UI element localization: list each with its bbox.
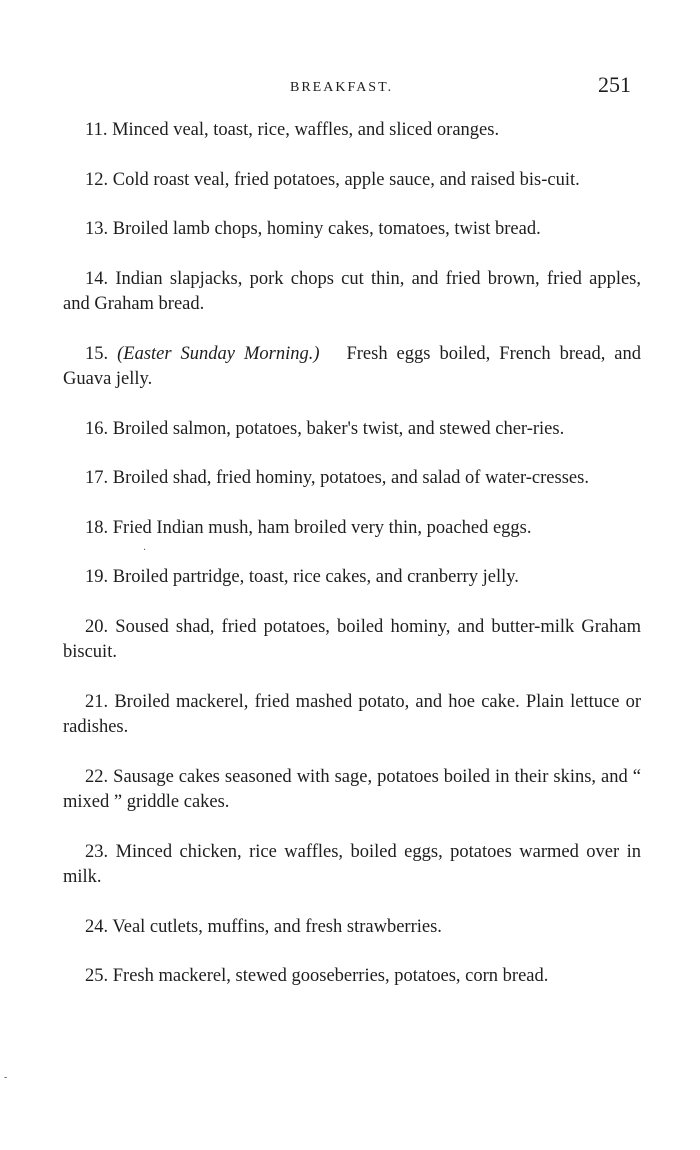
menu-item-occasion: (Easter Sunday Morning.) xyxy=(117,343,320,364)
menu-item-number: 13. xyxy=(85,219,109,239)
menu-item-text: Broiled partridge, toast, rice cakes, and cranberry jelly. xyxy=(112,567,519,587)
menu-item xyxy=(63,118,641,144)
menu-item xyxy=(63,615,641,666)
menu-item xyxy=(63,342,641,393)
menu-item xyxy=(63,915,641,941)
menu-item xyxy=(63,466,641,492)
menu-item-number: 25. xyxy=(85,966,109,986)
menu-item-number: 20. xyxy=(85,616,109,637)
menu-item xyxy=(63,964,641,990)
menu-item-number: 17. xyxy=(85,468,109,488)
menu-item xyxy=(63,168,641,194)
menu-item-number: 23. xyxy=(85,841,109,862)
menu-item-number: 24. xyxy=(85,916,109,937)
menu-item-number: 16. xyxy=(85,418,109,439)
breakfast-menu-list xyxy=(63,118,641,990)
menu-item xyxy=(63,840,641,891)
menu-item xyxy=(63,565,641,591)
menu-item xyxy=(63,217,641,243)
menu-item-text: Broiled lamb chops, hominy cakes, tomatoes, twist bread. xyxy=(112,219,541,239)
menu-item-text: Sausage cakes seasoned with sage, potatoes boiled in their skins, and “ mixed ” griddle cakes. xyxy=(63,766,642,812)
menu-item-text: Broiled salmon, potatoes, baker's twist, and stewed cher-ries. xyxy=(112,418,565,439)
menu-item xyxy=(63,516,641,542)
ink-speck: ‧ xyxy=(143,545,147,556)
menu-item-text: Indian slapjacks, pork chops cut thin, and fried brown, fried apples, and Graham bread. xyxy=(63,268,641,314)
running-title: BREAKFAST. xyxy=(290,80,394,95)
menu-item-number: 19. xyxy=(85,567,109,587)
ink-speck: ‐ xyxy=(4,1072,8,1083)
menu-item-text: Minced chicken, rice waffles, boiled eggs, potatoes warmed over in milk. xyxy=(63,841,642,887)
running-head xyxy=(0,72,700,104)
menu-item-number: 21. xyxy=(85,691,109,712)
page-number: 251 xyxy=(598,72,631,97)
menu-item xyxy=(63,690,641,741)
menu-item-number: 14. xyxy=(85,268,109,289)
menu-item-number: 22. xyxy=(85,766,109,787)
menu-item-text: Minced veal, toast, rice, waffles, and sliced oranges. xyxy=(112,120,500,140)
menu-item xyxy=(63,417,641,443)
menu-item-number: 11. xyxy=(85,120,108,140)
menu-item-number: 15. xyxy=(85,343,109,364)
menu-item-number: 18. xyxy=(85,517,109,538)
menu-item-text: Fresh mackerel, stewed gooseberries, potatoes, corn bread. xyxy=(112,966,549,986)
menu-item-text: Fresh eggs boiled, French bread, and Guava jelly. xyxy=(63,343,642,389)
menu-item-number: 12. xyxy=(85,169,109,190)
menu-item-text: Veal cutlets, muffins, and fresh strawberries. xyxy=(112,916,442,937)
menu-item-text: Fried Indian mush, ham broiled very thin, poached eggs. xyxy=(112,517,532,538)
menu-item xyxy=(63,765,641,816)
menu-item-text: Broiled mackerel, fried mashed potato, and hoe cake. Plain lettuce or radishes. xyxy=(63,691,641,737)
menu-item-text: Broiled shad, fried hominy, potatoes, and salad of water-cresses. xyxy=(112,468,589,488)
menu-item-text: Soused shad, fried potatoes, boiled hominy, and butter-milk Graham biscuit. xyxy=(63,616,641,662)
menu-item-text: Cold roast veal, fried potatoes, apple sauce, and raised bis-cuit. xyxy=(112,169,580,190)
menu-item xyxy=(63,267,641,318)
